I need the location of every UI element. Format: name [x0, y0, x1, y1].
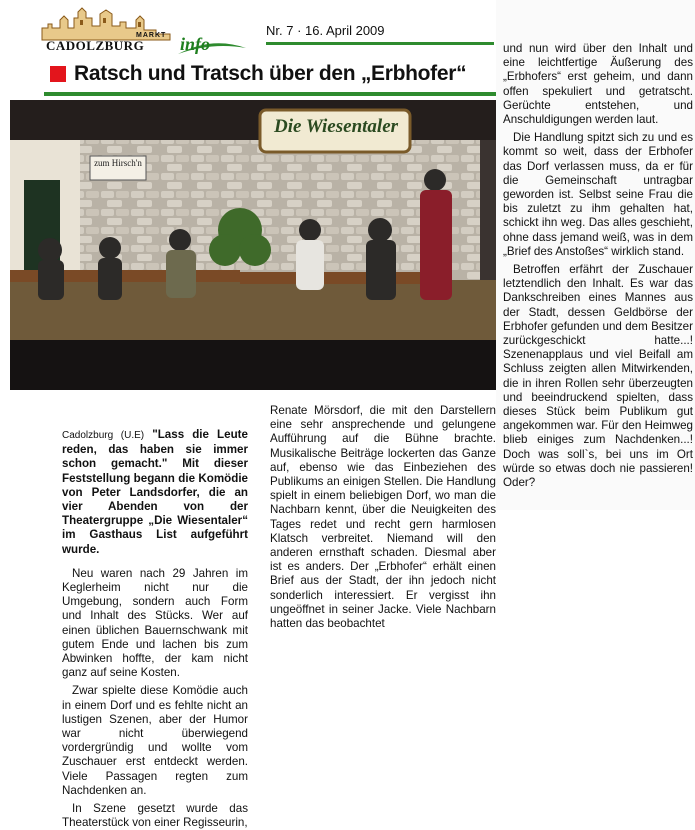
- article-paragraph: Renate Mörsdorf, die mit den Darstellern eine sehr ansprechende und gelungene Aufführung auf die Bühne brachte. Musikalische Beiträge lockerten das Ganze auf, ebenso wie das Einbeziehen des Publikums an einigen Stellen. Die Handlung spielt in einem beliebigen Dorf, wo man die Nachbarn kennt, über die Neuigkeiten des Tages redet und recht gern harmlosen Klatsch verbreitet. Niemand will den anderen ernsthaft schaden. Diesmal aber ist es anders. Der „Erbhofer“ erhält einen Brief aus der Stadt, der ihn jedoch nicht sonderlich interessiert. Er vergisst ihn ungeöffnet in seiner Jacke. Viele Nachbarn hatten das beobachtet: [270, 404, 496, 631]
- logo-info: info: [180, 34, 211, 54]
- article-photo: [10, 100, 496, 390]
- article-paragraph: Zwar spielte diese Komödie auch in einem Dorf und es fehlte nicht an lustigen Szenen, aber der Humor war nicht überwiegend vordergründig und wollte vom Zuschauer erst entdeckt werden. Viele Passagen regten zum Nachdenken an.: [62, 684, 248, 797]
- photo-sign-main: Die Wiesentaler: [274, 116, 399, 137]
- article-column-3: [503, 42, 693, 490]
- headline-block: [44, 62, 496, 92]
- article-paragraph: Neu waren nach 29 Jahren im Keglerheim nicht nur die Umgebung, sondern auch Form und Inhalt des Stücks. Wer auf einen üblichen Bauernschwank mit gutem Ende und lachen bis zum Abwinken hoffte, der kam nicht ganz auf seine Kosten.: [62, 566, 248, 680]
- logo-place: CADOLZBURG: [46, 38, 145, 53]
- article-column-1: [62, 428, 248, 830]
- logo-markt: MARKT: [136, 32, 167, 39]
- masthead-logo: [40, 4, 250, 60]
- article-column-2: [270, 404, 496, 631]
- article-paragraph: und nun wird über den Inhalt und eine leichtfertige Äußerung des „Erbhofers“ erst geheim, und dann offen spekuliert und getratscht. Gerüchte entstehen, und Anschuldigungen werden laut.: [503, 42, 693, 127]
- headline-marker: [50, 66, 66, 82]
- article-paragraph: In Szene gesetzt wurde das Theaterstück von einer Regisseurin,: [62, 802, 248, 830]
- photo-sign-small: zum Hirsch'n: [94, 158, 142, 168]
- issue-number: Nr. 7 · 16. April 2009: [266, 23, 385, 38]
- dateline: Cadolzburg (U.E): [62, 430, 145, 441]
- article-paragraph: Betroffen erfährt der Zuschauer letztendlich den Inhalt. Es war das Dankschreiben eines Mannes aus der Stadt, dessen Geldbörse der Erbhofer gefunden und dem Besitzer zurückgeschickt hatte...! Szenenapplaus und viel Beifall am Schluss zeigten allen Mitwirkenden, die in ihren Rollen sehr überzeugten und beeindruckend spielten, dass dieses Stück beim Publikum gut angekommen war. Für den Heimweg blieb einiges zum Nachdenken...! Doch was soll`s, bei uns im Ort würde so etwas doch nie passieren! Oder?: [503, 263, 693, 490]
- theater-stage-illustration: [10, 100, 496, 390]
- article-paragraph: Die Handlung spitzt sich zu und es kommt so weit, dass der Erbhofer das Dorf verlassen muss, da er für die Gemeinschaft untragbar geworden ist. Selbst seine Frau die bis zuletzt zu ihm gehalten hat, schickt ihn weg. Das alles geschieht, ohne dass jemand weiß, was in dem „Brief des Anstoßes“ wirklich stand.: [503, 131, 693, 258]
- headline: Ratsch und Tratsch über den „Erbhofer“: [74, 62, 467, 85]
- headline-rule: [44, 92, 496, 96]
- article-lead: "Lass die Leute reden, das haben sie immer schon gemacht." Mit dieser Feststellung begann die Komödie von Peter Landsdorfer, die an vier Abenden von der Theatergruppe „Die Wiesentaler“ im Gasthaus List aufgeführt wurde.: [62, 428, 248, 556]
- top-rule: [266, 42, 494, 45]
